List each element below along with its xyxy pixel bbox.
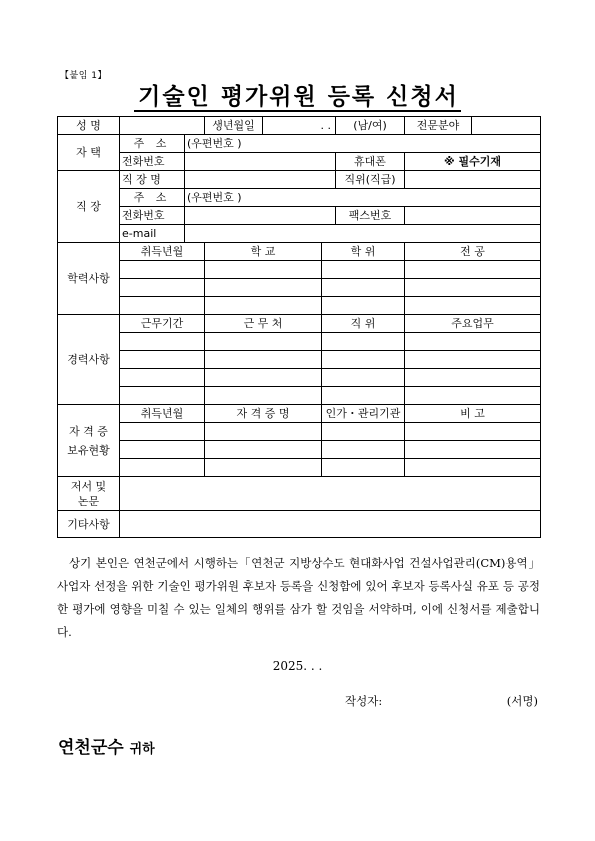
education-header-row (58, 243, 541, 261)
license-row (58, 441, 541, 459)
work-address-label: 주 소 (120, 189, 185, 207)
license-label (58, 405, 120, 477)
work-address-field[interactable]: (우편번호 ) (185, 189, 541, 207)
license-header-name: 자 격 증 명 (205, 405, 322, 423)
home-address-field[interactable]: (우편번호 ) (185, 135, 541, 153)
education-header-major: 전 공 (405, 243, 541, 261)
workplace-label: 직 장 명 (120, 171, 185, 189)
papers-label-line2: 논문 (77, 494, 100, 508)
home-phone-field[interactable] (185, 153, 336, 171)
education-row (58, 297, 541, 315)
career-header-period: 근무기간 (120, 315, 205, 333)
license-header-remarks: 비 고 (405, 405, 541, 423)
career-row (58, 387, 541, 405)
title-text: 기술인 평가위원 등록 신청서 (134, 84, 461, 112)
mobile-label: 휴대폰 (336, 153, 405, 171)
career-header-row (58, 315, 541, 333)
attachment-label: 【붙임 1】 (60, 71, 107, 81)
license-header-date: 취득년월 (120, 405, 205, 423)
position-label: 직위(직급) (336, 171, 405, 189)
pledge-text: 상기 본인은 연천군에서 시행하는「연천군 지방상수도 현대화사업 건설사업관리(CM)용역」사업자 선정을 위한 기술인 평가위원 후보자 등록을 신청함에 있어 후보자 등록사실 유포 등 공정한 평가에 영향을 미칠 수 있는 일체의 행위를 삼가 할 것임을 서약하며, 이에 신청서를 제출합니다. (57, 556, 540, 639)
work-phone-field[interactable] (185, 207, 336, 225)
fax-field[interactable] (405, 207, 541, 225)
application-form-table (57, 116, 541, 538)
position-field[interactable] (405, 171, 541, 189)
page-title (0, 78, 595, 111)
home-phone-row (58, 153, 541, 171)
other-row (58, 511, 541, 538)
home-address-row (58, 135, 541, 153)
career-header-workplace: 근 무 처 (205, 315, 322, 333)
papers-row (58, 477, 541, 511)
education-header-school: 학 교 (205, 243, 322, 261)
work-phone-label: 전화번호 (120, 207, 185, 225)
career-header-duty: 주요업무 (405, 315, 541, 333)
papers-label (58, 477, 120, 511)
home-label: 자 택 (58, 135, 120, 171)
name-row (58, 117, 541, 135)
specialty-label: 전문분야 (405, 117, 472, 135)
license-header-agency: 인가・관리기관 (322, 405, 405, 423)
license-row (58, 459, 541, 477)
author-label: 작성자: (345, 694, 383, 708)
papers-field[interactable] (120, 477, 541, 511)
education-row (58, 279, 541, 297)
work-phone-row (58, 207, 541, 225)
career-row (58, 351, 541, 369)
email-field[interactable] (185, 225, 541, 243)
birth-label: 생년월일 (205, 117, 263, 135)
license-header-row (58, 405, 541, 423)
addressee-name: 연천군수 (58, 738, 124, 758)
license-label-line1: 자 격 증 (69, 424, 108, 438)
license-label-line2: 보유현황 (67, 443, 110, 457)
email-row (58, 225, 541, 243)
workplace-field[interactable] (185, 171, 336, 189)
education-header-degree: 학 위 (322, 243, 405, 261)
license-row (58, 423, 541, 441)
birth-field[interactable]: . . (263, 117, 336, 135)
career-header-position: 직 위 (322, 315, 405, 333)
work-address-row (58, 189, 541, 207)
education-row (58, 261, 541, 279)
email-label: e-mail (120, 225, 185, 243)
other-label: 기타사항 (58, 511, 120, 538)
seal-label: (서명) (506, 694, 538, 708)
mobile-required-note: ※ 필수기재 (405, 153, 541, 171)
home-phone-label: 전화번호 (120, 153, 185, 171)
addressee (58, 733, 155, 758)
fax-label: 팩스번호 (336, 207, 405, 225)
workplace-row (58, 171, 541, 189)
education-label: 학력사항 (58, 243, 120, 315)
career-row (58, 369, 541, 387)
name-label: 성 명 (58, 117, 120, 135)
education-header-date: 취득년월 (120, 243, 205, 261)
home-address-label: 주 소 (120, 135, 185, 153)
career-label: 경력사항 (58, 315, 120, 405)
papers-label-line1: 저서 및 (70, 479, 107, 493)
other-field[interactable] (120, 511, 541, 538)
career-row (58, 333, 541, 351)
work-label: 직 장 (58, 171, 120, 243)
addressee-suffix: 귀하 (129, 742, 155, 757)
gender-field[interactable]: (남/여) (336, 117, 405, 135)
date-line: 2025. . . (272, 659, 323, 673)
specialty-field[interactable] (472, 117, 541, 135)
name-field[interactable] (120, 117, 205, 135)
